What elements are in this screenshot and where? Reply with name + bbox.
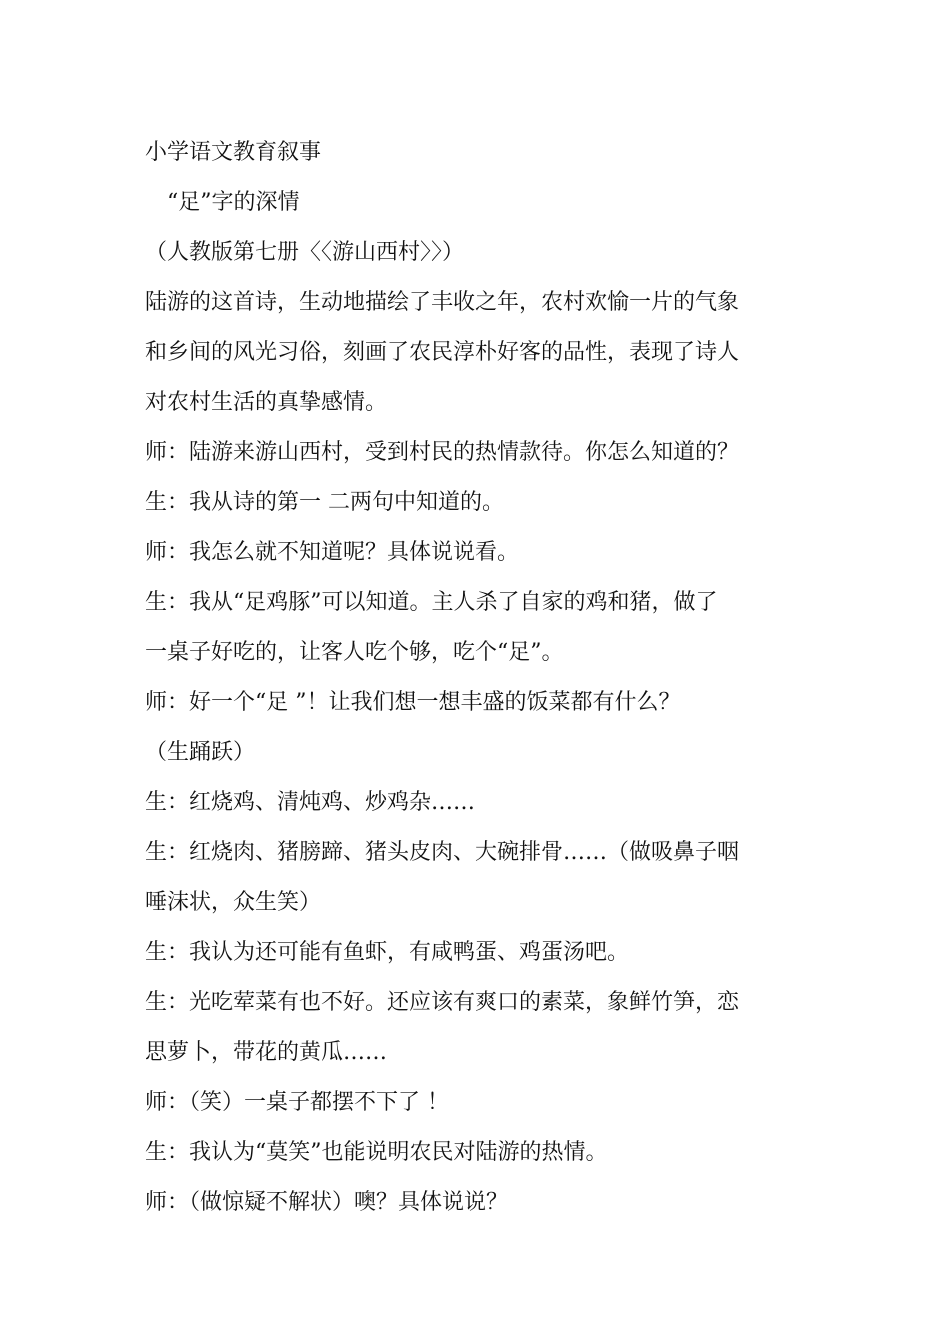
dialogue-line: 生：我从“足鸡豚”可以知道。主人杀了自家的鸡和猪，做了 (145, 590, 718, 615)
document-heading: 小学语文教育叙事 (145, 140, 322, 165)
paragraph-line: 对农村生活的真挚感情。 (145, 390, 388, 415)
dialogue-line: 生：红烧鸡、清炖鸡、炒鸡杂…… (145, 790, 476, 815)
dialogue-line: 思萝卜，带花的黄瓜…… (145, 1040, 388, 1065)
dialogue-line: 师：好一个“足 ”！让我们想一想丰盛的饭菜都有什么？ (145, 690, 681, 715)
document-subtitle: “足”字的深情 (167, 190, 300, 215)
paragraph-line: 陆游的这首诗，生动地描绘了丰收之年，农村欢愉一片的气象 (145, 290, 740, 315)
dialogue-line: 师：（做惊疑不解状）噢？具体说说？ (145, 1190, 509, 1215)
dialogue-line: 生：光吃荤菜有也不好。还应该有爽口的素菜，象鲜竹笋，恋 (145, 990, 740, 1015)
dialogue-line: 生：红烧肉、猪膀蹄、猪头皮肉、大碗排骨……（做吸鼻子咽 (145, 840, 740, 865)
document-source: （人教版第七册〈〈游山西村〉〉） (145, 240, 465, 265)
dialogue-line: 师：陆游来游山西村，受到村民的热情款待。你怎么知道的？ (145, 440, 740, 465)
dialogue-line: 生：我认为还可能有鱼虾，有咸鸭蛋、鸡蛋汤吧。 (145, 940, 630, 965)
dialogue-line: 一桌子好吃的，让客人吃个够，吃个“足”。 (145, 640, 564, 665)
dialogue-line: 师：我怎么就不知道呢？具体说说看。 (145, 540, 520, 565)
document-body (145, 128, 810, 1228)
dialogue-line: 生：我从诗的第一 二两句中知道的。 (145, 490, 504, 515)
stage-direction: （生踊跃） (145, 740, 256, 765)
dialogue-line: 生：我认为“莫笑”也能说明农民对陆游的热情。 (145, 1140, 608, 1165)
dialogue-line: 师：（笑）一桌子都摆不下了 ！ (145, 1090, 449, 1115)
paragraph-line: 和乡间的风光习俗，刻画了农民淳朴好客的品性，表现了诗人 (145, 340, 740, 365)
dialogue-line: 唾沫状，众生笑） (145, 890, 322, 915)
